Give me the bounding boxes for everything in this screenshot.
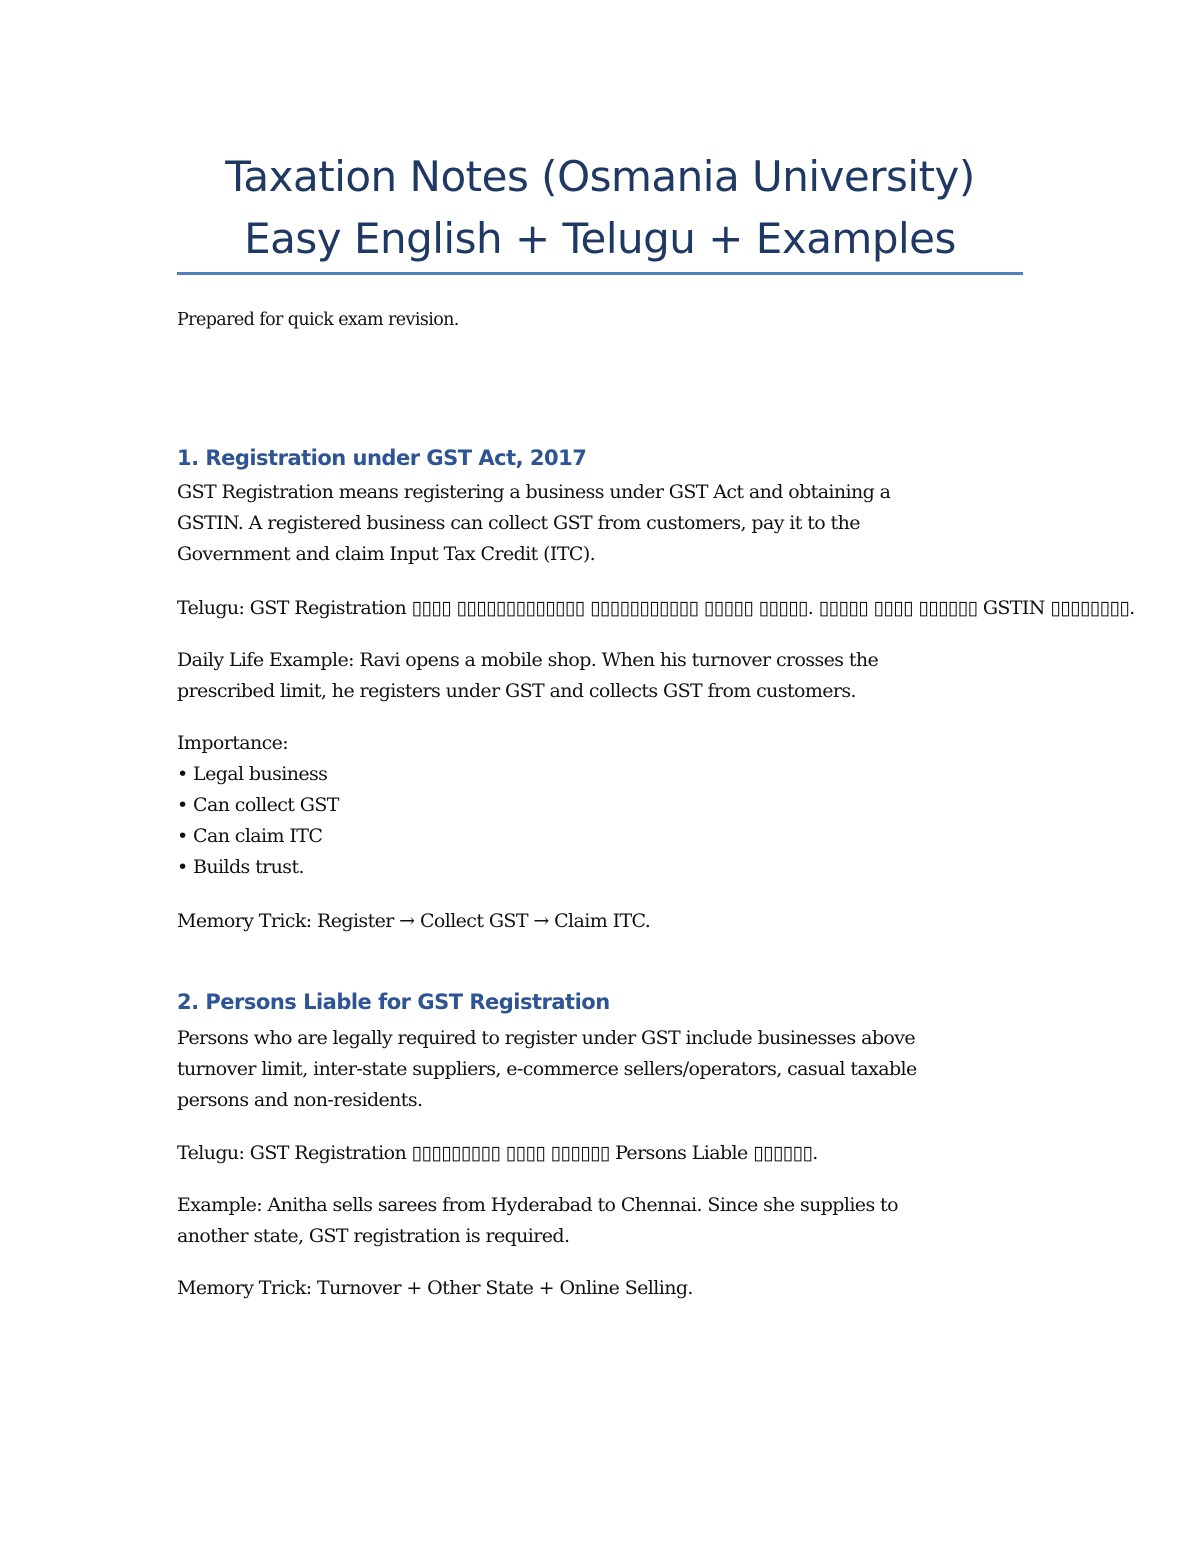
section-2-paragraph <box>177 1023 1023 1116</box>
importance-label: Importance: <box>177 732 289 754</box>
telugu-text: Telugu: GST Registration ▯▯▯▯▯▯▯▯▯ ▯▯▯▯ ▯▯▯▯▯▯ Persons Liable ▯▯▯▯▯▯. <box>177 1142 818 1164</box>
section-2-telugu <box>177 1138 1023 1169</box>
subtitle-text: Prepared for quick exam revision. <box>177 310 459 330</box>
document-title <box>177 146 1023 270</box>
section-1-paragraph <box>177 477 1023 570</box>
example-line: prescribed limit, he registers under GST and collects GST from customers. <box>177 680 856 702</box>
example-line: another state, GST registration is required. <box>177 1225 570 1247</box>
importance-item: • Can collect GST <box>177 794 339 816</box>
title-underline <box>177 272 1023 275</box>
section-1-telugu <box>177 593 1135 624</box>
paragraph-line: GSTIN. A registered business can collect GST from customers, pay it to the <box>177 512 860 534</box>
section-2-memory-trick <box>177 1273 1023 1304</box>
telugu-text: Telugu: GST Registration ▯▯▯▯ ▯▯▯▯▯▯▯▯▯▯▯▯▯ ▯▯▯▯▯▯▯▯▯▯▯ ▯▯▯▯▯ ▯▯▯▯▯. ▯▯▯▯▯ ▯▯▯▯ ▯▯▯▯▯▯ GSTIN ▯▯▯▯▯▯▯▯. <box>177 597 1135 619</box>
importance-item: • Can claim ITC <box>177 825 323 847</box>
section-2-heading: 2. Persons Liable for GST Registration <box>177 990 610 1014</box>
subtitle <box>177 305 1023 336</box>
memory-trick-text: Memory Trick: Turnover + Other State + Online Selling. <box>177 1277 693 1299</box>
paragraph-line: turnover limit, inter-state suppliers, e-commerce sellers/operators, casual taxable <box>177 1058 917 1080</box>
section-2-example <box>177 1190 1023 1252</box>
example-line: Daily Life Example: Ravi opens a mobile shop. When his turnover crosses the <box>177 649 879 671</box>
title-line-1: Taxation Notes (Osmania University) <box>225 152 975 201</box>
section-1-example <box>177 645 1023 707</box>
memory-trick-text: Memory Trick: Register → Collect GST → Claim ITC. <box>177 910 651 932</box>
section-1-memory-trick <box>177 906 1023 937</box>
example-line: Example: Anitha sells sarees from Hyderabad to Chennai. Since she supplies to <box>177 1194 898 1216</box>
paragraph-line: Persons who are legally required to register under GST include businesses above <box>177 1027 916 1049</box>
paragraph-line: Government and claim Input Tax Credit (ITC). <box>177 543 596 565</box>
importance-item: • Legal business <box>177 763 328 785</box>
title-line-2: Easy English + Telugu + Examples <box>244 214 956 263</box>
section-1-heading: 1. Registration under GST Act, 2017 <box>177 446 587 470</box>
importance-item: • Builds trust. <box>177 856 304 878</box>
paragraph-line: persons and non-residents. <box>177 1089 423 1111</box>
section-1-importance <box>177 728 1023 883</box>
paragraph-line: GST Registration means registering a business under GST Act and obtaining a <box>177 481 891 503</box>
